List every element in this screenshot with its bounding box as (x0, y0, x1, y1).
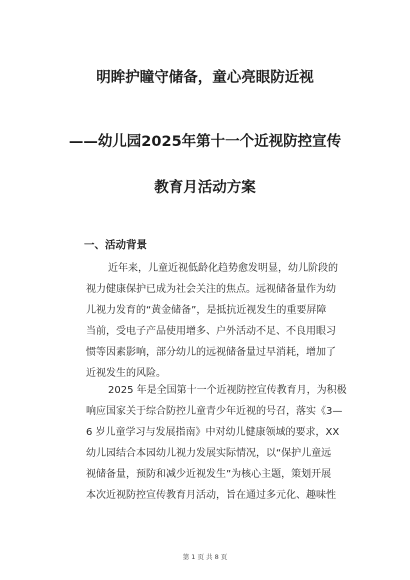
paragraph-1 (86, 258, 348, 384)
document-title-line-1: 明眸护瞳守储备，童心亮眼防近视 (96, 70, 314, 86)
paragraph-line: 近视发生的风险。 (86, 368, 166, 379)
paragraph-line: 本次近视防控宣传教育月活动，旨在通过多元化、趣味性 (86, 490, 336, 501)
paragraph-line: 惯等因素影响，部分幼儿的远视储备量过早消耗，增加了 (86, 347, 336, 358)
paragraph-line: 幼儿园结合本园幼儿视力发展实际情况，以“保护儿童远 (86, 448, 332, 459)
paragraph-line: 近年来，儿童近视低龄化趋势愈发明显，幼儿阶段的 (108, 263, 338, 274)
paragraph-line: 视力健康保护已成为社会关注的焦点。远视储备量作为幼 (86, 284, 336, 295)
section-heading: 一、活动背景 (84, 239, 147, 251)
document-title-line-2: ——幼儿园2025年第十一个近视防控宣传 (68, 134, 342, 150)
paragraph-2 (86, 380, 348, 506)
paragraph-line: 2025 年是全国第十一个近视防控宣传教育月，为积极 (108, 385, 347, 396)
paragraph-line: 儿视力发育的“黄金储备”，是抵抗近视发生的重要屏障 (86, 305, 327, 316)
page-number-footer: 第 1 页 共 8 页 (182, 553, 228, 561)
paragraph-line: 视储备量，预防和减少近视发生”为核心主题，策划开展 (86, 469, 332, 480)
paragraph-line: 6 岁儿童学习与发展指南》中对幼儿健康领域的要求，XX (86, 427, 340, 438)
paragraph-line: 当前，受电子产品使用增多、户外活动不足、不良用眼习 (86, 326, 336, 337)
paragraph-line: 响应国家关于综合防控儿童青少年近视的号召，落实《3— (86, 406, 343, 417)
document-title-line-3: 教育月活动方案 (154, 180, 256, 196)
